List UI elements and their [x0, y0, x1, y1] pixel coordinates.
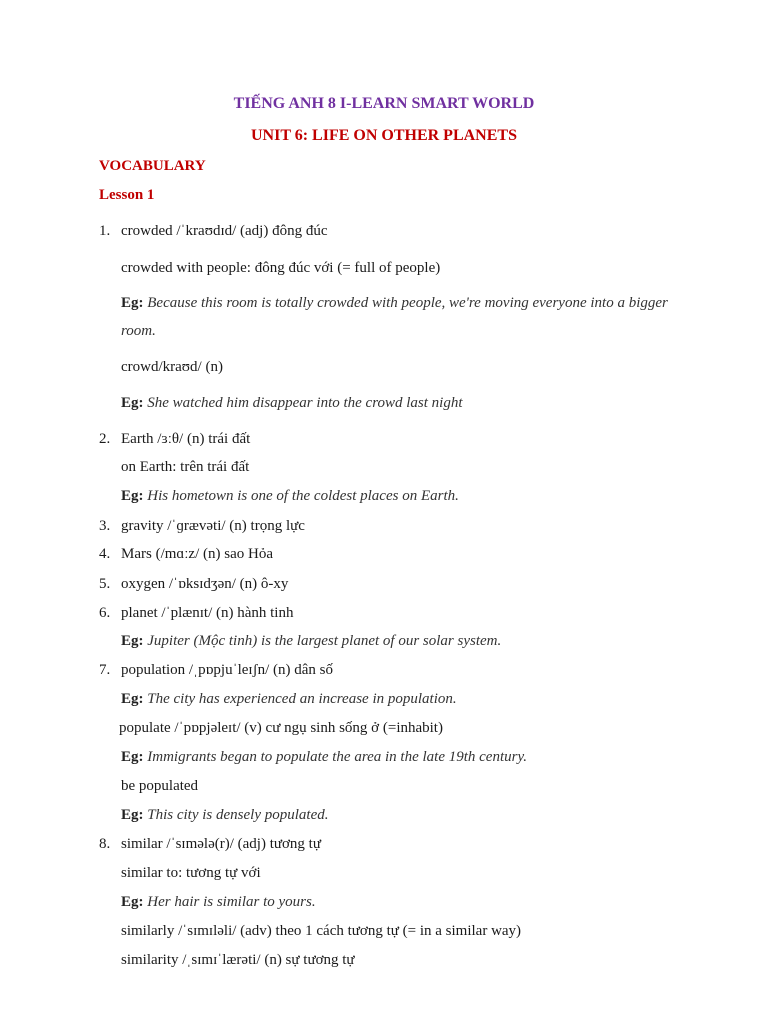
vocab-entry-3 — [99, 517, 305, 535]
example-text: Jupiter (Mộc tinh) is the largest planet of our solar system. — [147, 633, 502, 649]
eg-label: Eg: — [121, 633, 144, 649]
example-text: Her hair is similar to yours. — [147, 894, 316, 910]
vocab-entry-5 — [99, 575, 288, 593]
unit-title: UNIT 6: LIFE ON OTHER PLANETS — [251, 127, 517, 144]
entry-headword: oxygen /ˈɒksɪdʒən/ (n) ô-xy — [121, 576, 289, 592]
section-heading: VOCABULARY — [99, 158, 206, 174]
entry-number: 5. — [99, 576, 111, 592]
entry-headword: Earth /ɜːθ/ (n) trái đất — [121, 431, 251, 447]
eg-label: Eg: — [121, 807, 144, 823]
example-text: She watched him disappear into the crowd last night — [147, 395, 463, 411]
example-line — [121, 893, 316, 911]
entry-sub-line: crowded with people: đông đúc với (= full of people) — [121, 260, 441, 276]
entry-headword: Mars (/mɑːz/ (n) sao Hỏa — [121, 546, 273, 562]
entry-sub-line: crowd/kraʊd/ (n) — [121, 359, 223, 375]
eg-label: Eg: — [121, 749, 144, 765]
eg-label: Eg: — [121, 395, 144, 411]
example-text: The city has experienced an increase in population. — [147, 691, 457, 707]
eg-label: Eg: — [121, 295, 144, 311]
entry-sub-line: on Earth: trên trái đất — [121, 459, 250, 475]
example-line — [121, 632, 501, 650]
vocab-entry-1 — [99, 222, 328, 240]
example-line — [121, 487, 459, 505]
vocab-entry-8 — [99, 835, 321, 853]
entry-headword: similar /ˈsɪmələ(r)/ (adj) tương tự — [121, 836, 321, 852]
entry-number: 1. — [99, 223, 111, 239]
example-text: Immigrants began to populate the area in the late 19th century. — [147, 749, 528, 765]
entry-sub-line: similar to: tương tự với — [121, 865, 261, 881]
vocab-entry-2 — [99, 430, 250, 448]
eg-label: Eg: — [121, 488, 144, 504]
eg-label: Eg: — [121, 691, 144, 707]
entry-number: 2. — [99, 431, 111, 447]
vocab-entry-4 — [99, 545, 273, 563]
entry-headword: planet /ˈplænɪt/ (n) hành tinh — [121, 605, 294, 621]
entry-sub-line: populate /ˈpɒpjəleɪt/ (v) cư ngụ sinh sống ở (=inhabit) — [119, 720, 443, 736]
entry-number: 3. — [99, 518, 111, 534]
example-text: His hometown is one of the coldest places on Earth. — [147, 488, 459, 504]
example-text-cont: room. — [121, 323, 156, 339]
entry-headword: gravity /ˈɡrævəti/ (n) trọng lực — [121, 518, 305, 534]
example-line — [121, 690, 457, 708]
entry-number: 4. — [99, 546, 111, 562]
course-title: TIẾNG ANH 8 I-LEARN SMART WORLD — [233, 95, 535, 112]
example-line — [121, 748, 527, 766]
entry-number: 7. — [99, 662, 111, 678]
lesson-heading: Lesson 1 — [99, 187, 155, 203]
vocab-entry-7 — [99, 661, 333, 679]
entry-sub-line: be populated — [121, 778, 199, 794]
eg-label: Eg: — [121, 894, 144, 910]
example-line — [121, 294, 668, 312]
example-text: This city is densely populated. — [147, 807, 329, 823]
entry-number: 8. — [99, 836, 111, 852]
entry-number: 6. — [99, 605, 111, 621]
entry-headword: population /ˌpɒpjuˈleɪʃn/ (n) dân số — [121, 662, 333, 678]
vocab-entry-6 — [99, 604, 293, 622]
entry-sub-line: similarly /ˈsɪmɪləli/ (adv) theo 1 cách tương tự (= in a similar way) — [121, 923, 522, 939]
entry-sub-line: similarity /ˌsɪmɪˈlærəti/ (n) sự tương tự — [121, 952, 355, 968]
example-line — [121, 394, 463, 412]
example-line — [121, 806, 328, 824]
entry-headword: crowded /ˈkraʊdɪd/ (adj) đông đúc — [121, 223, 328, 239]
example-text: Because this room is totally crowded with people, we're moving everyone into a bigger — [147, 295, 668, 311]
